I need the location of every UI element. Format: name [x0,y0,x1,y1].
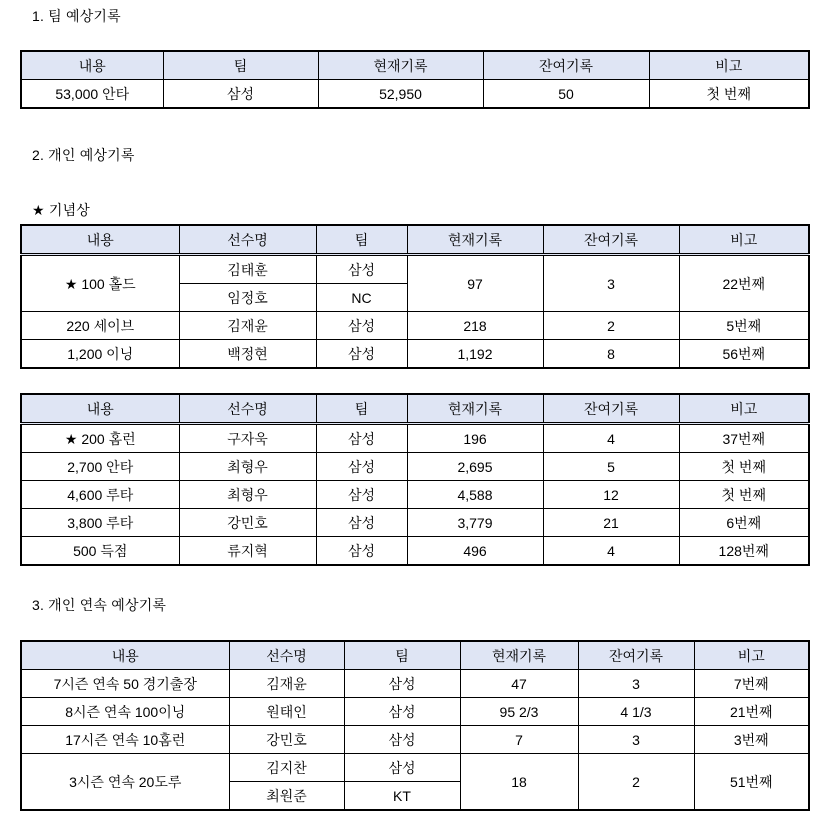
cell: 21 [543,509,679,537]
header-content: 내용 [21,51,163,80]
cell: 218 [407,312,543,340]
personal-record-table-b [20,393,810,566]
header-note: 비고 [679,225,809,255]
cell: 1,192 [407,340,543,369]
cell: 삼성 [316,312,407,340]
cell: 97 [407,255,543,312]
cell: 구자욱 [179,424,316,453]
cell: 김지찬 [229,754,344,782]
cell: 4 1/3 [578,698,694,726]
cell: 17시즌 연속 10홈런 [21,726,229,754]
cell: 95 2/3 [460,698,578,726]
cell: 첫 번째 [679,453,809,481]
table-row [21,340,809,369]
cell: 삼성 [316,481,407,509]
cell: 50 [483,80,649,109]
header-player: 선수명 [179,394,316,424]
header-team: 팀 [163,51,318,80]
cell: 21번째 [694,698,809,726]
cell: 128번째 [679,537,809,566]
table-row [21,537,809,566]
table-header-row [21,641,809,670]
section2-heading: 2. 개인 예상기록 [32,147,135,163]
header-content: 내용 [21,225,179,255]
cell: 5 [543,453,679,481]
cell: 52,950 [318,80,483,109]
cell: 삼성 [344,698,460,726]
table-header-row [21,225,809,255]
cell: 3 [578,726,694,754]
cell: 496 [407,537,543,566]
streak-record-table [20,640,810,811]
cell: 4,588 [407,481,543,509]
cell: 3,800 루타 [21,509,179,537]
cell: 7 [460,726,578,754]
cell: KT [344,782,460,811]
cell: 삼성 [344,726,460,754]
header-team: 팀 [344,641,460,670]
cell: 2 [543,312,679,340]
cell: 18 [460,754,578,811]
section1-heading: 1. 팀 예상기록 [32,8,121,24]
cell: 4,600 루타 [21,481,179,509]
table-row [21,509,809,537]
header-note: 비고 [649,51,809,80]
cell: 196 [407,424,543,453]
header-remain: 잔여기록 [578,641,694,670]
table-header-row [21,394,809,424]
header-remain: 잔여기록 [543,394,679,424]
cell: 3 [578,670,694,698]
header-current: 현재기록 [407,225,543,255]
header-current: 현재기록 [460,641,578,670]
header-note: 비고 [694,641,809,670]
cell: 삼성 [316,340,407,369]
cell: 삼성 [316,255,407,284]
table-row [21,255,809,284]
cell: 47 [460,670,578,698]
cell: 첫 번째 [649,80,809,109]
cell: 2,695 [407,453,543,481]
cell: 8 [543,340,679,369]
cell: 최형우 [179,481,316,509]
cell: 6번째 [679,509,809,537]
table-row [21,754,809,782]
cell: 3번째 [694,726,809,754]
cell: 220 세이브 [21,312,179,340]
cell: 삼성 [163,80,318,109]
section3-heading: 3. 개인 연속 예상기록 [32,597,167,613]
cell: 7시즌 연속 50 경기출장 [21,670,229,698]
cell: 22번째 [679,255,809,312]
cell: 37번째 [679,424,809,453]
table-row [21,481,809,509]
table-row [21,312,809,340]
cell: 삼성 [316,509,407,537]
cell: 4 [543,537,679,566]
header-remain: 잔여기록 [483,51,649,80]
cell: 8시즌 연속 100이닝 [21,698,229,726]
header-current: 현재기록 [407,394,543,424]
header-current: 현재기록 [318,51,483,80]
cell: 삼성 [316,453,407,481]
cell: 56번째 [679,340,809,369]
table-row [21,698,809,726]
cell: 원태인 [229,698,344,726]
cell: 3시즌 연속 20도루 [21,754,229,811]
cell: 삼성 [316,424,407,453]
cell: 5번째 [679,312,809,340]
header-content: 내용 [21,394,179,424]
cell: 4 [543,424,679,453]
cell: 김재윤 [229,670,344,698]
section2-subheading: ★ 기념상 [32,202,91,218]
personal-record-table-a [20,224,810,369]
cell: 3,779 [407,509,543,537]
table-header-row [21,51,809,80]
cell: 삼성 [344,670,460,698]
header-team: 팀 [316,394,407,424]
cell: 12 [543,481,679,509]
cell: 최원준 [229,782,344,811]
cell: 53,000 안타 [21,80,163,109]
cell: 삼성 [344,754,460,782]
table-row [21,453,809,481]
cell: 2,700 안타 [21,453,179,481]
cell: 51번째 [694,754,809,811]
cell: 최형우 [179,453,316,481]
cell: 2 [578,754,694,811]
cell: ★ 100 홀드 [21,255,179,312]
cell: 강민호 [179,509,316,537]
header-player: 선수명 [229,641,344,670]
team-record-table [20,50,810,109]
table-row [21,726,809,754]
table-row [21,424,809,453]
header-team: 팀 [316,225,407,255]
cell: 500 득점 [21,537,179,566]
cell: 김태훈 [179,255,316,284]
cell: 김재윤 [179,312,316,340]
header-remain: 잔여기록 [543,225,679,255]
cell: 강민호 [229,726,344,754]
cell: 첫 번째 [679,481,809,509]
cell: 삼성 [316,537,407,566]
cell: 백정현 [179,340,316,369]
cell: 3 [543,255,679,312]
header-content: 내용 [21,641,229,670]
table-row [21,80,809,109]
header-player: 선수명 [179,225,316,255]
cell: 7번째 [694,670,809,698]
cell: 임정호 [179,284,316,312]
cell: 류지혁 [179,537,316,566]
header-note: 비고 [679,394,809,424]
table-row [21,670,809,698]
cell: ★ 200 홈런 [21,424,179,453]
cell: NC [316,284,407,312]
cell: 1,200 이닝 [21,340,179,369]
